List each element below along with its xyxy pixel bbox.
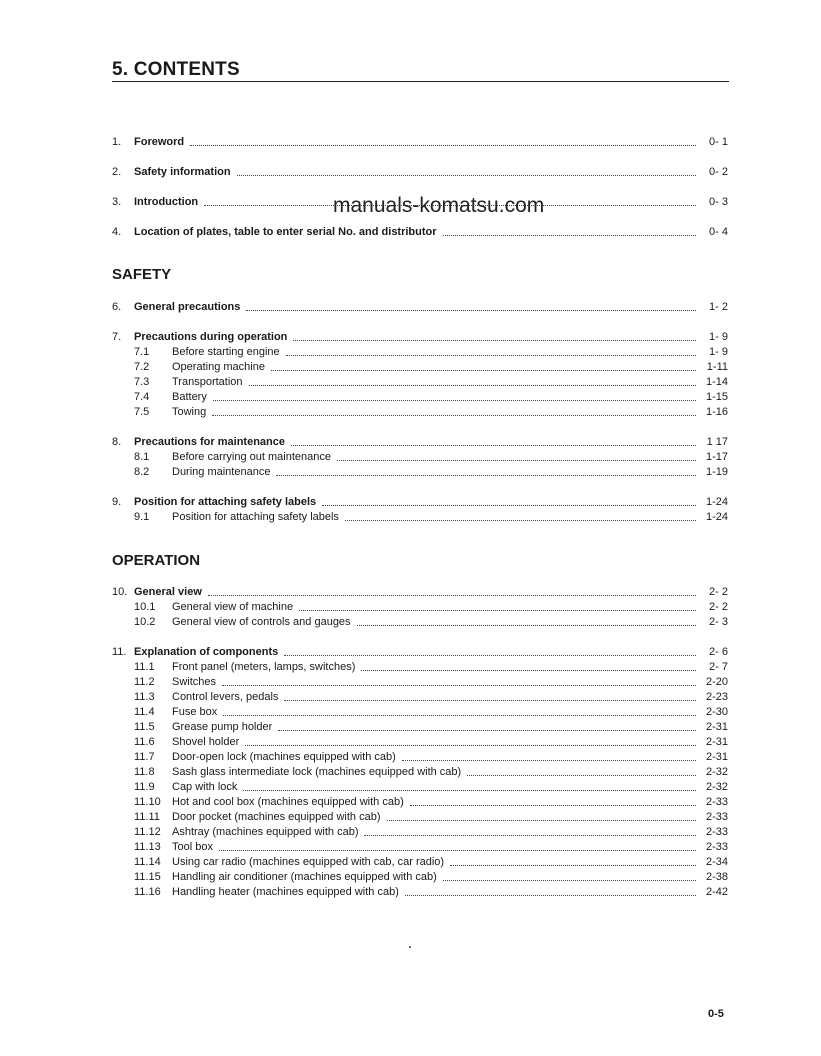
toc-number: 9. <box>112 496 122 508</box>
toc-label: General view of controls and gauges <box>172 616 351 628</box>
toc-label: Using car radio (machines equipped with cab, car radio) <box>172 856 445 868</box>
toc-entry[interactable] <box>112 344 728 359</box>
toc-entry[interactable] <box>112 389 728 404</box>
dot-leader <box>291 444 696 446</box>
dot-leader <box>364 834 696 836</box>
toc-page: 2-30 <box>705 706 728 718</box>
toc-label: Handling heater (machines equipped with cab) <box>172 886 399 898</box>
toc-number: 8. <box>112 436 122 448</box>
toc-entry-location-of-plates[interactable] <box>112 224 728 239</box>
toc-entry[interactable] <box>112 689 728 704</box>
toc-number: 2. <box>112 166 122 178</box>
toc-entry[interactable] <box>112 509 728 524</box>
toc-page: 0- 2 <box>709 166 728 178</box>
toc-page: 0- 1 <box>709 136 728 148</box>
toc-page: 2- 2 <box>709 586 728 598</box>
toc-label: Switches <box>172 676 217 688</box>
dot-leader <box>410 804 696 806</box>
toc-page: 1-14 <box>705 376 728 388</box>
toc-entry[interactable] <box>112 449 728 464</box>
toc-label: Explanation of components <box>134 646 279 658</box>
toc-number: 11.1 <box>134 661 155 673</box>
toc-page: 2-31 <box>705 721 728 733</box>
toc-number: 11.8 <box>134 766 155 778</box>
toc-label: Hot and cool box (machines equipped with cab) <box>172 796 404 808</box>
toc-number: 3. <box>112 196 122 208</box>
toc-page: 2- 2 <box>709 601 728 613</box>
toc-page: 2-20 <box>705 676 728 688</box>
toc-page: 1- 9 <box>709 346 728 358</box>
toc-label: General view <box>134 586 202 598</box>
toc-entry[interactable] <box>112 494 728 509</box>
toc-page: 2-33 <box>705 826 728 838</box>
center-mark <box>409 946 411 948</box>
toc-entry[interactable] <box>112 734 728 749</box>
dot-leader <box>286 354 696 356</box>
toc-entry[interactable] <box>112 359 728 374</box>
toc-page: 1-24 <box>705 496 728 508</box>
toc-page: 2-23 <box>705 691 728 703</box>
dot-leader <box>243 789 696 791</box>
toc-number: 10. <box>112 586 128 598</box>
dot-leader <box>450 864 696 866</box>
toc-number: 6. <box>112 301 122 313</box>
toc-number: 7.1 <box>134 346 150 358</box>
toc-number: 11.13 <box>134 841 161 853</box>
toc-entry[interactable] <box>112 659 728 674</box>
dot-leader <box>284 699 696 701</box>
toc-page: 1- 2 <box>709 301 728 313</box>
dot-leader <box>322 504 696 506</box>
section-heading-safety: SAFETY <box>112 266 172 283</box>
toc-page: 1-17 <box>705 451 728 463</box>
toc-page: 1- 9 <box>709 331 728 343</box>
toc-page: 1-19 <box>705 466 728 478</box>
toc-label: Position for attaching safety labels <box>134 496 317 508</box>
toc-number: 11.9 <box>134 781 155 793</box>
toc-label: Cap with lock <box>172 781 238 793</box>
dot-leader <box>293 339 696 341</box>
toc-number: 11.16 <box>134 886 161 898</box>
toc-number: 11.14 <box>134 856 161 868</box>
toc-number: 11.12 <box>134 826 161 838</box>
dot-leader <box>246 309 696 311</box>
toc-page: 1-15 <box>705 391 728 403</box>
toc-label: Control levers, pedals <box>172 691 279 703</box>
toc-label: During maintenance <box>172 466 271 478</box>
toc-number: 11.6 <box>134 736 155 748</box>
dot-leader <box>357 624 696 626</box>
dot-leader <box>223 714 696 716</box>
dot-leader <box>299 609 696 611</box>
toc-entry[interactable] <box>112 704 728 719</box>
toc-number: 9.1 <box>134 511 150 523</box>
toc-label: Before carrying out maintenance <box>172 451 331 463</box>
toc-number: 1. <box>112 136 122 148</box>
section-heading-operation: OPERATION <box>112 552 201 569</box>
title-rule <box>112 81 729 82</box>
toc-page: 2-32 <box>705 781 728 793</box>
toc-entry[interactable] <box>112 839 728 854</box>
toc-label: Location of plates, table to enter serial No. and distributor <box>134 226 437 238</box>
toc-number: 8.2 <box>134 466 150 478</box>
toc-entry[interactable] <box>112 329 728 344</box>
page-title: 5. CONTENTS <box>112 59 240 80</box>
toc-entry[interactable] <box>112 674 728 689</box>
dot-leader <box>212 414 696 416</box>
toc-label: Transportation <box>172 376 243 388</box>
toc-entry[interactable] <box>112 299 728 314</box>
toc-number: 7. <box>112 331 122 343</box>
dot-leader <box>278 729 696 731</box>
toc-page: 2- 6 <box>709 646 728 658</box>
dot-leader <box>345 519 696 521</box>
toc-number: 11.11 <box>134 811 160 823</box>
toc-entry[interactable] <box>112 779 728 794</box>
toc-label: Towing <box>172 406 207 418</box>
toc-label: Introduction <box>134 196 199 208</box>
toc-page: 2-31 <box>705 751 728 763</box>
toc-number: 7.3 <box>134 376 150 388</box>
toc-page: 1-24 <box>705 511 728 523</box>
toc-entry[interactable] <box>112 719 728 734</box>
toc-page: 0- 4 <box>709 226 728 238</box>
toc-entry-foreword[interactable] <box>112 134 728 149</box>
toc-number: 7.2 <box>134 361 150 373</box>
toc-number: 11.15 <box>134 871 161 883</box>
toc-label: Handling air conditioner (machines equipped with cab) <box>172 871 437 883</box>
dot-leader <box>467 774 696 776</box>
toc-number: 10.2 <box>134 616 156 628</box>
toc-page: 2-33 <box>705 796 728 808</box>
toc-page: 2-33 <box>705 841 728 853</box>
toc-page: 2-33 <box>705 811 728 823</box>
dot-leader <box>222 684 696 686</box>
toc-entry-safety-information[interactable] <box>112 164 728 179</box>
toc-entry[interactable] <box>112 434 728 449</box>
toc-entry[interactable] <box>112 824 728 839</box>
toc-entry[interactable] <box>112 794 728 809</box>
dot-leader <box>276 474 696 476</box>
toc-page: 2-38 <box>705 871 728 883</box>
dot-leader <box>190 144 696 146</box>
toc-number: 11.5 <box>134 721 155 733</box>
toc-page: 2-34 <box>705 856 728 868</box>
toc-label: Battery <box>172 391 207 403</box>
toc-label: Precautions during operation <box>134 331 288 343</box>
dot-leader <box>443 879 696 881</box>
toc-entry[interactable] <box>112 854 728 869</box>
dot-leader <box>405 894 696 896</box>
toc-label: Safety information <box>134 166 231 178</box>
toc-entry[interactable] <box>112 404 728 419</box>
dot-leader <box>219 849 696 851</box>
toc-label: Foreword <box>134 136 185 148</box>
dot-leader <box>284 654 696 656</box>
toc-number: 10.1 <box>134 601 156 613</box>
dot-leader <box>249 384 696 386</box>
toc-number: 11.3 <box>134 691 155 703</box>
toc-label: Door-open lock (machines equipped with cab) <box>172 751 396 763</box>
toc-page: 2- 3 <box>709 616 728 628</box>
toc-page: 2- 7 <box>709 661 728 673</box>
toc-label: Front panel (meters, lamps, switches) <box>172 661 356 673</box>
toc-number: 7.4 <box>134 391 150 403</box>
dot-leader <box>337 459 696 461</box>
page-number: 0-5 <box>708 1008 724 1020</box>
toc-page: 1-16 <box>705 406 728 418</box>
toc-entry[interactable] <box>112 374 728 389</box>
dot-leader <box>237 174 696 176</box>
toc-label: Fuse box <box>172 706 218 718</box>
toc-entry[interactable] <box>112 884 728 899</box>
watermark: manuals-komatsu.com <box>333 194 545 217</box>
toc-label: Door pocket (machines equipped with cab) <box>172 811 381 823</box>
dot-leader <box>361 669 696 671</box>
toc-label: General view of machine <box>172 601 294 613</box>
toc-page: 2-42 <box>705 886 728 898</box>
toc-number: 11.4 <box>134 706 155 718</box>
toc-label: Shovel holder <box>172 736 240 748</box>
toc-number: 4. <box>112 226 122 238</box>
toc-number: 11.2 <box>134 676 155 688</box>
toc-entry[interactable] <box>112 809 728 824</box>
toc-label: Sash glass intermediate lock (machines equipped with cab) <box>172 766 462 778</box>
toc-label: Grease pump holder <box>172 721 273 733</box>
toc-entry[interactable] <box>112 869 728 884</box>
dot-leader <box>443 234 696 236</box>
toc-page: 2-32 <box>705 766 728 778</box>
toc-label: Before starting engine <box>172 346 280 358</box>
toc-page: 2-31 <box>705 736 728 748</box>
toc-number: 7.5 <box>134 406 150 418</box>
toc-label: Operating machine <box>172 361 265 373</box>
toc-label: Precautions for maintenance <box>134 436 285 448</box>
toc-entry[interactable] <box>112 764 728 779</box>
toc-entry[interactable] <box>112 614 728 629</box>
toc-entry[interactable] <box>112 644 728 659</box>
toc-label: General precautions <box>134 301 241 313</box>
dot-leader <box>245 744 696 746</box>
dot-leader <box>387 819 696 821</box>
dot-leader <box>208 594 696 596</box>
toc-number: 11.7 <box>134 751 155 763</box>
dot-leader <box>271 369 696 371</box>
toc-label: Tool box <box>172 841 213 853</box>
toc-page: 1-11 <box>706 361 728 373</box>
dot-leader <box>213 399 696 401</box>
toc-page: 1 17 <box>706 436 728 448</box>
toc-number: 8.1 <box>134 451 150 463</box>
toc-entry[interactable] <box>112 584 728 599</box>
toc-entry[interactable] <box>112 599 728 614</box>
toc-page: 0- 3 <box>709 196 728 208</box>
toc-number: 11. <box>112 646 127 658</box>
toc-entry[interactable] <box>112 749 728 764</box>
toc-label: Position for attaching safety labels <box>172 511 339 523</box>
toc-number: 11.10 <box>134 796 161 808</box>
toc-label: Ashtray (machines equipped with cab) <box>172 826 359 838</box>
toc-entry[interactable] <box>112 464 728 479</box>
dot-leader <box>402 759 696 761</box>
